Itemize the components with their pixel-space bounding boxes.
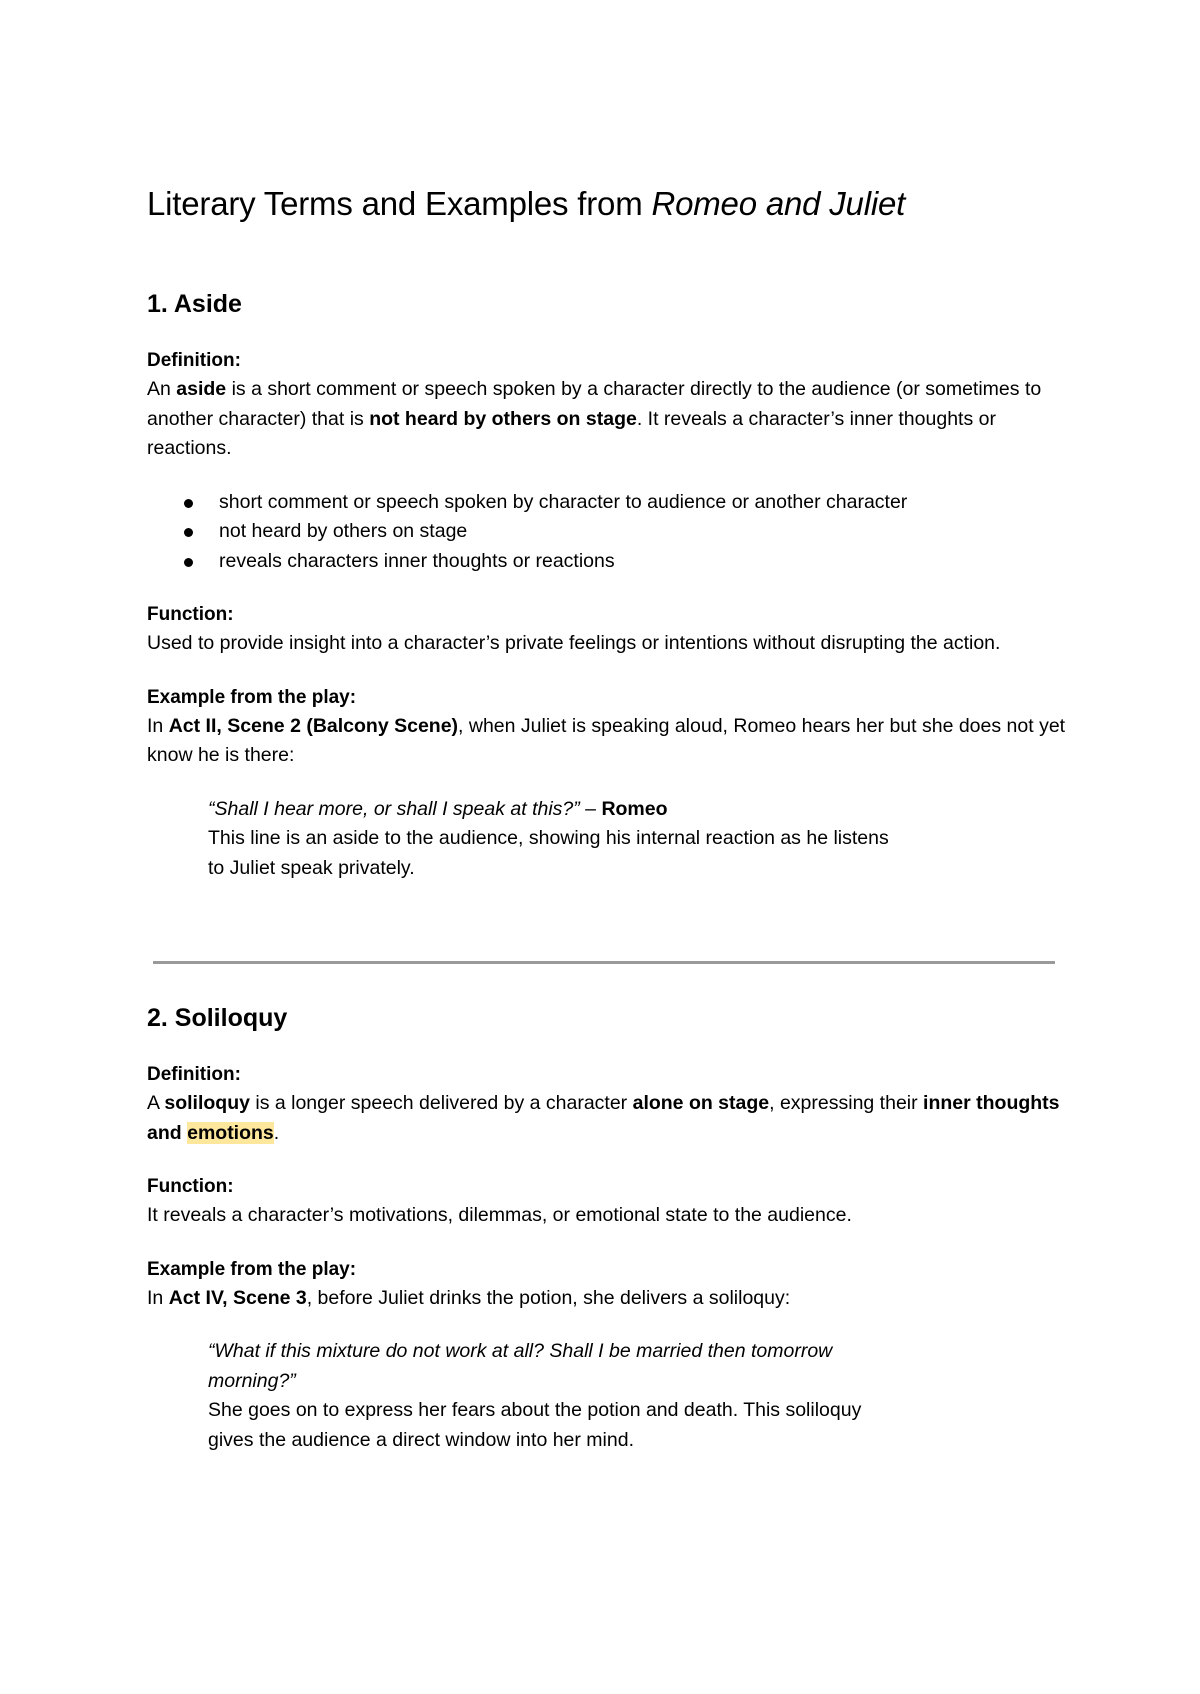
section-heading: 2. Soliloquy: [147, 1004, 288, 1032]
quote-commentary: gives the audience a direct window into her mind.: [208, 1428, 634, 1451]
bullet-dot-icon: [184, 499, 193, 508]
quote-commentary: This line is an aside to the audience, showing his internal reaction as he listens: [208, 827, 889, 849]
quote-commentary: She goes on to express her fears about the potion and death. This soliloquy: [208, 1399, 862, 1421]
section-soliloquy: [147, 1000, 1067, 1455]
definition-text: A soliloquy is a longer speech delivered by a character alone on stage, expressing their inner thoughts and emotions.: [147, 1092, 1060, 1144]
bullet-list: [147, 488, 1067, 577]
function-text: It reveals a character’s motivations, dilemmas, or emotional state to the audience.: [147, 1204, 852, 1226]
example-label: Example from the play:: [147, 1258, 357, 1280]
definition-label: Definition:: [147, 350, 241, 371]
list-item: short comment or speech spoken by character to audience or another character: [147, 488, 1067, 518]
definition-label: Definition:: [147, 1064, 241, 1085]
function-text: Used to provide insight into a character’s private feelings or intentions without disrupting the action.: [147, 632, 1001, 654]
quote-block: [208, 795, 1067, 884]
example-text: In Act II, Scene 2 (Balcony Scene), when Juliet is speaking aloud, Romeo hears her but she does not yet know he is there:: [147, 714, 1066, 766]
quote-line: “Shall I hear more, or shall I speak at this?” – Romeo: [208, 797, 668, 820]
quote-block: [208, 1337, 1067, 1455]
list-item: not heard by others on stage: [147, 517, 1067, 547]
section-heading: 1. Aside: [147, 290, 242, 318]
quote-line: morning?”: [208, 1369, 296, 1392]
document-title: [147, 178, 1067, 230]
highlighted-text: emotions: [187, 1121, 274, 1144]
document-page: [147, 178, 1067, 1451]
title-italic: Romeo and Juliet: [651, 185, 906, 222]
bullet-dot-icon: [184, 528, 193, 537]
function-label: Function:: [147, 604, 234, 625]
quote-commentary: to Juliet speak privately.: [208, 856, 415, 879]
function-label: Function:: [147, 1176, 234, 1197]
example-label: Example from the play:: [147, 686, 357, 708]
section-aside: [147, 286, 1067, 883]
quote-line: “What if this mixture do not work at all? Shall I be married then tomorrow: [208, 1340, 833, 1362]
horizontal-divider: [153, 961, 1055, 964]
definition-text: An aside is a short comment or speech spoken by a character directly to the audience (or sometimes to another character) that is not heard by others on stage. It reveals a character’s inner thoughts or reactions.: [147, 378, 1042, 459]
example-text: In Act IV, Scene 3, before Juliet drinks the potion, she delivers a soliloquy:: [147, 1286, 791, 1309]
title-plain: Literary Terms and Examples from: [147, 185, 652, 222]
list-item: reveals characters inner thoughts or reactions: [147, 547, 1067, 577]
bullet-dot-icon: [184, 558, 193, 567]
